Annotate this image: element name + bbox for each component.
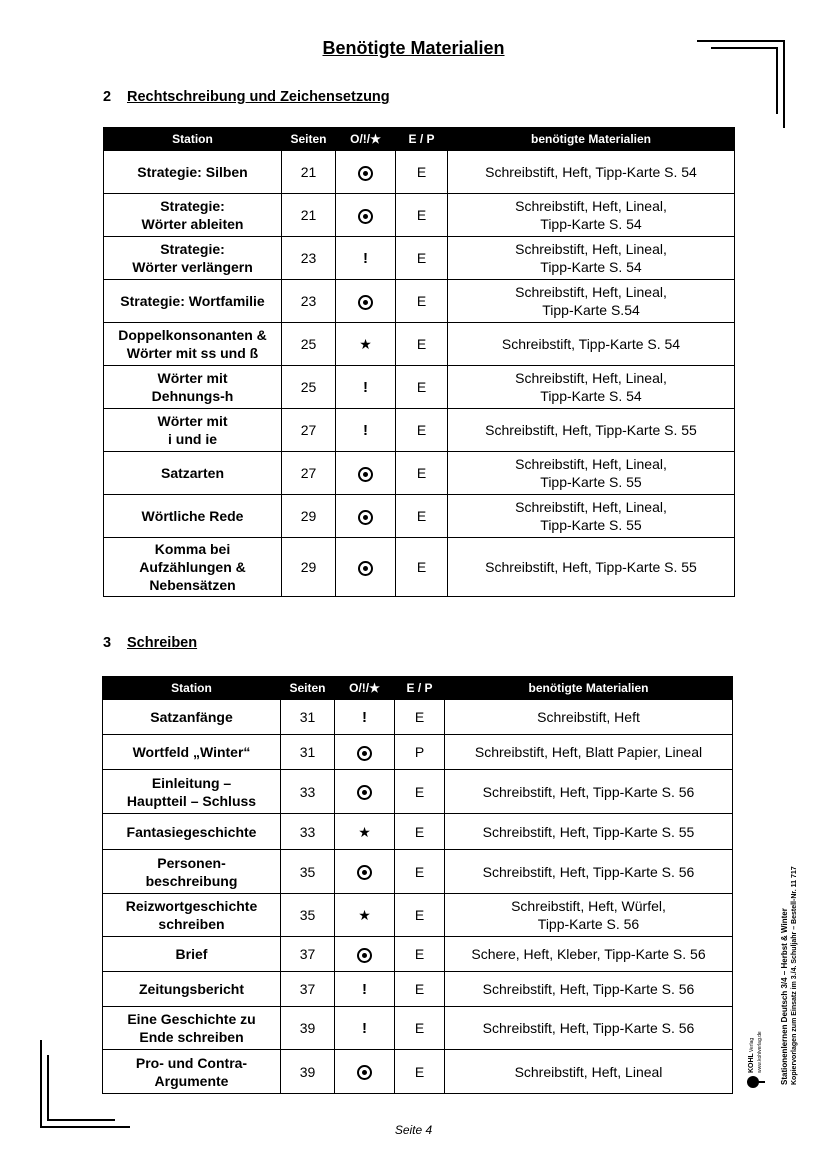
station-cell: Strategie: Wörter verlängern (104, 237, 282, 280)
circle-dot-icon (358, 209, 373, 224)
publisher-slogan: Verlag (749, 1037, 755, 1052)
symbol-cell (335, 972, 395, 1007)
symbol-cell (335, 770, 395, 814)
material-cell: Schreibstift, Heft, Lineal, Tipp-Karte S. 54 (448, 194, 735, 237)
ep-cell: E (395, 814, 445, 850)
table-row (103, 1007, 733, 1050)
seiten-cell: 37 (281, 972, 335, 1007)
circle-dot-icon (358, 295, 373, 310)
section-title: Rechtschreibung und Zeichensetzung (127, 89, 390, 105)
station-cell: Einleitung – Hauptteil – Schluss (103, 770, 281, 814)
ep-cell: E (396, 452, 448, 495)
table-row (103, 814, 733, 850)
symbol-cell (335, 937, 395, 972)
station-cell: Strategie: Silben (104, 151, 282, 194)
ep-cell: E (395, 700, 445, 735)
section-heading-2 (103, 89, 390, 105)
station-cell: Strategie: Wörter ableiten (104, 194, 282, 237)
section-number: 2 (103, 89, 112, 105)
circle-dot-icon (358, 467, 373, 482)
material-cell: Schreibstift, Heft, Lineal (445, 1050, 733, 1094)
station-cell: Wortfeld „Winter“ (103, 735, 281, 770)
corner-frame-top-inner-v (776, 47, 778, 114)
exclamation-icon: ! (363, 249, 368, 267)
symbol-cell (336, 366, 396, 409)
symbol-cell (336, 323, 396, 366)
table-row (103, 972, 733, 1007)
ep-cell: E (395, 972, 445, 1007)
station-cell: Zeitungsbericht (103, 972, 281, 1007)
material-cell: Schere, Heft, Kleber, Tipp-Karte S. 56 (445, 937, 733, 972)
corner-frame-top-outer-v (783, 40, 785, 128)
table-header-row (104, 128, 735, 151)
symbol-cell (336, 409, 396, 452)
star-icon: ★ (359, 336, 372, 352)
symbol-cell (336, 237, 396, 280)
corner-frame-bottom-inner-v (47, 1055, 49, 1121)
symbol-cell (335, 700, 395, 735)
ep-cell: E (395, 770, 445, 814)
seiten-cell: 31 (281, 735, 335, 770)
seiten-cell: 23 (282, 237, 336, 280)
exclamation-icon: ! (362, 980, 367, 998)
star-icon: ★ (358, 907, 371, 923)
table-row (103, 735, 733, 770)
table-row (103, 894, 733, 937)
material-cell: Schreibstift, Heft, Würfel, Tipp-Karte S. 56 (445, 894, 733, 937)
station-cell: Eine Geschichte zu Ende schreiben (103, 1007, 281, 1050)
station-cell: Doppelkonsonanten & Wörter mit ss und ß (104, 323, 282, 366)
corner-frame-top-inner-h (711, 47, 778, 49)
seiten-cell: 25 (282, 323, 336, 366)
col-header-ep: E / P (395, 677, 445, 700)
ep-cell: E (396, 280, 448, 323)
side-imprint (780, 866, 800, 1085)
table-row (104, 194, 735, 237)
table-row (104, 495, 735, 538)
material-cell: Schreibstift, Heft, Tipp-Karte S. 55 (445, 814, 733, 850)
seiten-cell: 29 (282, 495, 336, 538)
circle-dot-icon (358, 561, 373, 576)
corner-frame-top-outer-h (697, 40, 785, 42)
exclamation-icon: ! (363, 421, 368, 439)
col-header-material: benötigte Materialien (445, 677, 733, 700)
circle-dot-icon (358, 166, 373, 181)
table-row (104, 366, 735, 409)
materials-table-section-3 (102, 676, 733, 1094)
seiten-cell: 31 (281, 700, 335, 735)
material-cell: Schreibstift, Tipp-Karte S. 54 (448, 323, 735, 366)
table-row (104, 323, 735, 366)
col-header-station: Station (103, 677, 281, 700)
corner-frame-bottom-inner-h (47, 1119, 115, 1121)
ep-cell: E (395, 1050, 445, 1094)
symbol-cell (336, 495, 396, 538)
table-row (104, 409, 735, 452)
circle-dot-icon (357, 785, 372, 800)
symbol-cell (335, 735, 395, 770)
col-header-seiten: Seiten (281, 677, 335, 700)
ep-cell: E (396, 151, 448, 194)
ep-cell: E (395, 937, 445, 972)
station-cell: Satzanfänge (103, 700, 281, 735)
seiten-cell: 33 (281, 770, 335, 814)
corner-frame-bottom-outer-v (40, 1040, 42, 1128)
material-cell: Schreibstift, Heft, Tipp-Karte S. 56 (445, 850, 733, 894)
table-row (103, 700, 733, 735)
seiten-cell: 39 (281, 1050, 335, 1094)
table-row (103, 1050, 733, 1094)
material-cell: Schreibstift, Heft, Tipp-Karte S. 55 (448, 538, 735, 597)
seiten-cell: 29 (282, 538, 336, 597)
materials-table-section-2 (103, 127, 735, 597)
symbol-cell (336, 151, 396, 194)
seiten-cell: 39 (281, 1007, 335, 1050)
material-cell: Schreibstift, Heft, Lineal, Tipp-Karte S. 54 (448, 237, 735, 280)
exclamation-icon: ! (362, 708, 367, 726)
material-cell: Schreibstift, Heft, Lineal, Tipp-Karte S.54 (448, 280, 735, 323)
material-cell: Schreibstift, Heft (445, 700, 733, 735)
material-cell: Schreibstift, Heft, Blatt Papier, Lineal (445, 735, 733, 770)
station-cell: Fantasiegeschichte (103, 814, 281, 850)
material-cell: Schreibstift, Heft, Tipp-Karte S. 56 (445, 1007, 733, 1050)
page-title: Benötigte Materialien (322, 38, 505, 58)
circle-dot-icon (358, 510, 373, 525)
station-cell: Komma bei Aufzählungen & Nebensätzen (104, 538, 282, 597)
seiten-cell: 27 (282, 409, 336, 452)
material-cell: Schreibstift, Heft, Lineal, Tipp-Karte S. 55 (448, 452, 735, 495)
section-number: 3 (103, 635, 112, 651)
side-imprint-line-2: Kopiervorlagen zum Einsatz im 3./4. Schuljahr – Bestell-Nr. 11 717 (791, 866, 798, 1085)
col-header-symbol: O/!/★ (335, 677, 395, 700)
symbol-cell (335, 1007, 395, 1050)
material-cell: Schreibstift, Heft, Lineal, Tipp-Karte S. 55 (448, 495, 735, 538)
ep-cell: E (396, 409, 448, 452)
station-cell: Brief (103, 937, 281, 972)
table-header-row (103, 677, 733, 700)
table-row (104, 237, 735, 280)
table-row (104, 452, 735, 495)
publisher-name: KOHL (748, 1053, 755, 1073)
seiten-cell: 35 (281, 850, 335, 894)
col-header-symbol: O/!/★ (336, 128, 396, 151)
exclamation-icon: ! (362, 1019, 367, 1037)
star-icon: ★ (358, 823, 371, 840)
symbol-cell (335, 850, 395, 894)
seiten-cell: 25 (282, 366, 336, 409)
seiten-cell: 35 (281, 894, 335, 937)
ep-cell: P (395, 735, 445, 770)
table-row (104, 538, 735, 597)
symbol-cell (335, 894, 395, 937)
publisher-url: www.kohlverlag.de (757, 1031, 763, 1073)
section-heading-3 (103, 635, 197, 651)
symbol-cell (335, 814, 395, 850)
seiten-cell: 21 (282, 194, 336, 237)
symbol-cell (336, 452, 396, 495)
circle-dot-icon (357, 865, 372, 880)
material-cell: Schreibstift, Heft, Tipp-Karte S. 56 (445, 972, 733, 1007)
seiten-cell: 27 (282, 452, 336, 495)
ep-cell: E (396, 323, 448, 366)
table-row (103, 937, 733, 972)
circle-dot-icon (357, 948, 372, 963)
ep-cell: E (396, 538, 448, 597)
col-header-material: benötigte Materialien (448, 128, 735, 151)
page-number: Seite 4 (394, 1123, 433, 1137)
station-cell: Strategie: Wortfamilie (104, 280, 282, 323)
table-row (103, 850, 733, 894)
col-header-seiten: Seiten (282, 128, 336, 151)
station-cell: Personen- beschreibung (103, 850, 281, 894)
ep-cell: E (395, 850, 445, 894)
station-cell: Pro- und Contra- Argumente (103, 1050, 281, 1094)
station-cell: Wörtliche Rede (104, 495, 282, 538)
station-cell: Reizwortgeschichte schreiben (103, 894, 281, 937)
ep-cell: E (396, 237, 448, 280)
material-cell: Schreibstift, Heft, Lineal, Tipp-Karte S. 54 (448, 366, 735, 409)
symbol-cell (335, 1050, 395, 1094)
material-cell: Schreibstift, Heft, Tipp-Karte S. 54 (448, 151, 735, 194)
seiten-cell: 33 (281, 814, 335, 850)
col-header-ep: E / P (396, 128, 448, 151)
material-cell: Schreibstift, Heft, Tipp-Karte S. 56 (445, 770, 733, 814)
material-cell: Schreibstift, Heft, Tipp-Karte S. 55 (448, 409, 735, 452)
station-cell: Satzarten (104, 452, 282, 495)
station-cell: Wörter mit Dehnungs-h (104, 366, 282, 409)
table-row (104, 280, 735, 323)
col-header-station: Station (104, 128, 282, 151)
circle-dot-icon (357, 746, 372, 761)
table-row (103, 770, 733, 814)
symbol-cell (336, 280, 396, 323)
seiten-cell: 21 (282, 151, 336, 194)
ep-cell: E (396, 366, 448, 409)
circle-dot-icon (357, 1065, 372, 1080)
publisher-logo (743, 1022, 771, 1092)
ep-cell: E (396, 194, 448, 237)
table-row (104, 151, 735, 194)
symbol-cell (336, 538, 396, 597)
seiten-cell: 37 (281, 937, 335, 972)
exclamation-icon: ! (363, 378, 368, 396)
side-imprint-line-1: Stationenlernen Deutsch 3/4 – Herbst & Winter (780, 908, 789, 1085)
section-title: Schreiben (127, 635, 198, 651)
ep-cell: E (395, 894, 445, 937)
station-cell: Wörter mit i und ie (104, 409, 282, 452)
symbol-cell (336, 194, 396, 237)
seiten-cell: 23 (282, 280, 336, 323)
ep-cell: E (395, 1007, 445, 1050)
ep-cell: E (396, 495, 448, 538)
